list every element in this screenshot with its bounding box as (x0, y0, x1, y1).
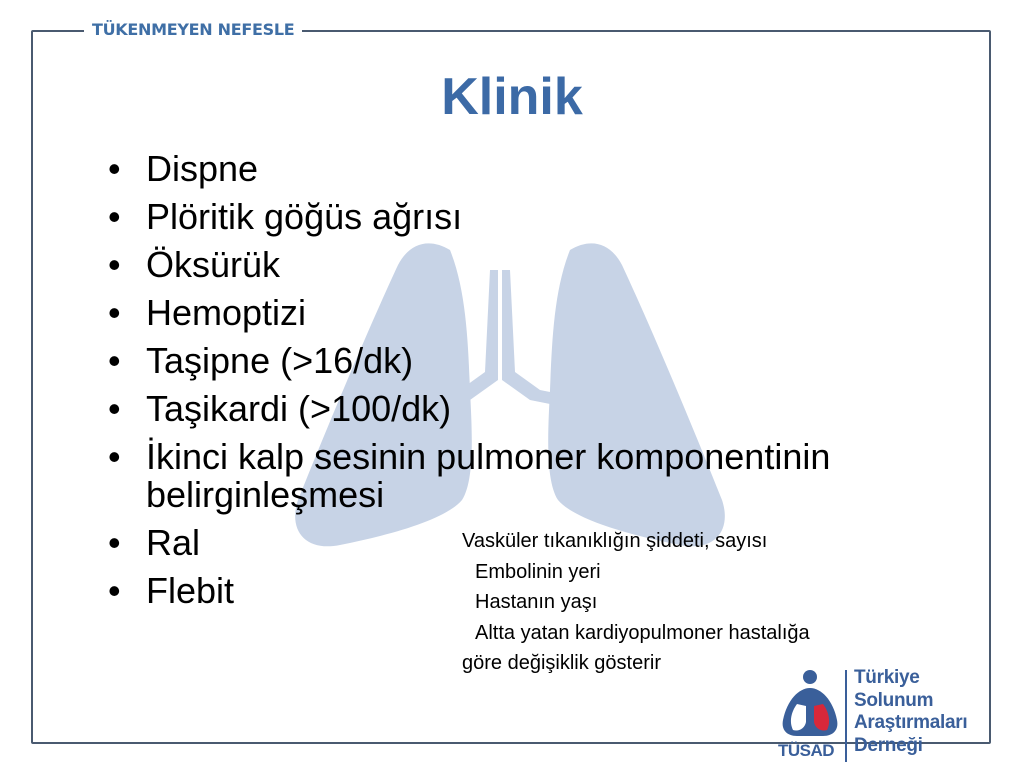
variation-note (462, 526, 902, 679)
list-item: • Plöritik göğüs ağrısı (108, 198, 908, 236)
slide-title: Klinik (441, 68, 583, 126)
note-line: Altta yatan kardiyopulmoner hastalığa (475, 621, 810, 644)
logo-divider (845, 670, 847, 762)
logo-text (854, 667, 967, 757)
note-line: Vasküler tıkanıklığın şiddeti, sayısı (462, 530, 768, 552)
list-item: • Ral (108, 524, 908, 562)
logo-line: Türkiye (854, 667, 920, 688)
brand-label: TÜKENMEYEN NEFESLE (84, 19, 302, 41)
note-line: Hastanın yaşı (475, 591, 598, 613)
tusad-logo (777, 664, 977, 764)
logo-abbreviation: TÜSAD (778, 741, 835, 760)
list-item: • Hemoptizi (108, 294, 908, 332)
list-item: • Taşipne (>16/dk) (108, 342, 908, 380)
logo-line: Araştırmaları (854, 712, 968, 733)
list-item: • Flebit (108, 572, 908, 610)
note-line: göre değişiklik gösterir (462, 652, 661, 674)
list-item: • Öksürük (108, 246, 908, 284)
logo-line: Solunum (854, 689, 934, 711)
list-item: • Taşikardi (>100/dk) (108, 390, 908, 428)
list-item: • Dispne (108, 150, 908, 188)
logo-line: Derneği (854, 734, 923, 756)
note-line: Embolinin yeri (475, 560, 601, 583)
list-item: • İkinci kalp sesinin pulmoner komponentinin belirginleşmesi (108, 438, 876, 514)
